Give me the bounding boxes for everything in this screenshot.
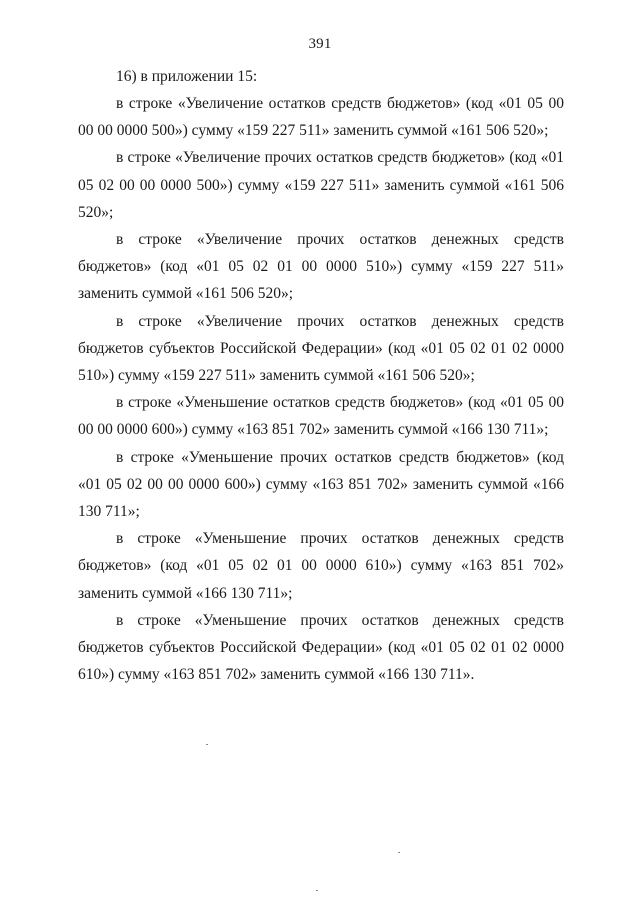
amendment-paragraph-5: в строке «Уменьшение остатков средств бюджетов» (код «01 05 00 00 00 0000 600») сумму «163 851 702» заменить суммой «166 130 711»;: [78, 394, 564, 439]
page-number: 391: [308, 36, 332, 52]
amendment-paragraph-2: в строке «Увеличение прочих остатков средств бюджетов» (код «01 05 02 00 00 0000 500») сумму «159 227 511» заменить суммой «161 506 520»;: [78, 149, 564, 221]
section-heading: 16) в приложении 15:: [116, 68, 258, 85]
amendment-paragraph-4: в строке «Увеличение прочих остатков денежных средств бюджетов субъектов Российской Федерации» (код «01 05 02 01 02 0000 510») сумму «159 227 511» заменить суммой «161 506 520»;: [78, 312, 564, 385]
scan-speck: [316, 890, 318, 891]
amendment-paragraph-7: в строке «Уменьшение прочих остатков денежных средств бюджетов» (код «01 05 02 01 00 0000 610») сумму «163 851 702» заменить суммой «166 130 711»;: [78, 530, 564, 602]
amendment-paragraph-6: в строке «Уменьшение прочих остатков средств бюджетов» (код «01 05 02 00 00 0000 600») сумму «163 851 702» заменить суммой «166 130 711»;: [78, 448, 564, 521]
amendment-paragraph-3: в строке «Увеличение прочих остатков денежных средств бюджетов» (код «01 05 02 01 00 0000 510») сумму «159 227 511» заменить суммой «161 506 520»;: [78, 231, 564, 303]
scan-speck: [398, 852, 400, 853]
amendment-paragraph-8: в строке «Уменьшение прочих остатков денежных средств бюджетов субъектов Российской Федерации» (код «01 05 02 01 02 0000 610») сумму «163 851 702» заменить суммой «166 130 711».: [78, 611, 564, 684]
amendment-list: [78, 90, 564, 688]
amendment-paragraph-1: в строке «Увеличение остатков средств бюджетов» (код «01 05 00 00 00 0000 500») сумму «159 227 511» заменить суммой «161 506 520»;: [78, 95, 564, 140]
scan-speck: [206, 744, 208, 745]
